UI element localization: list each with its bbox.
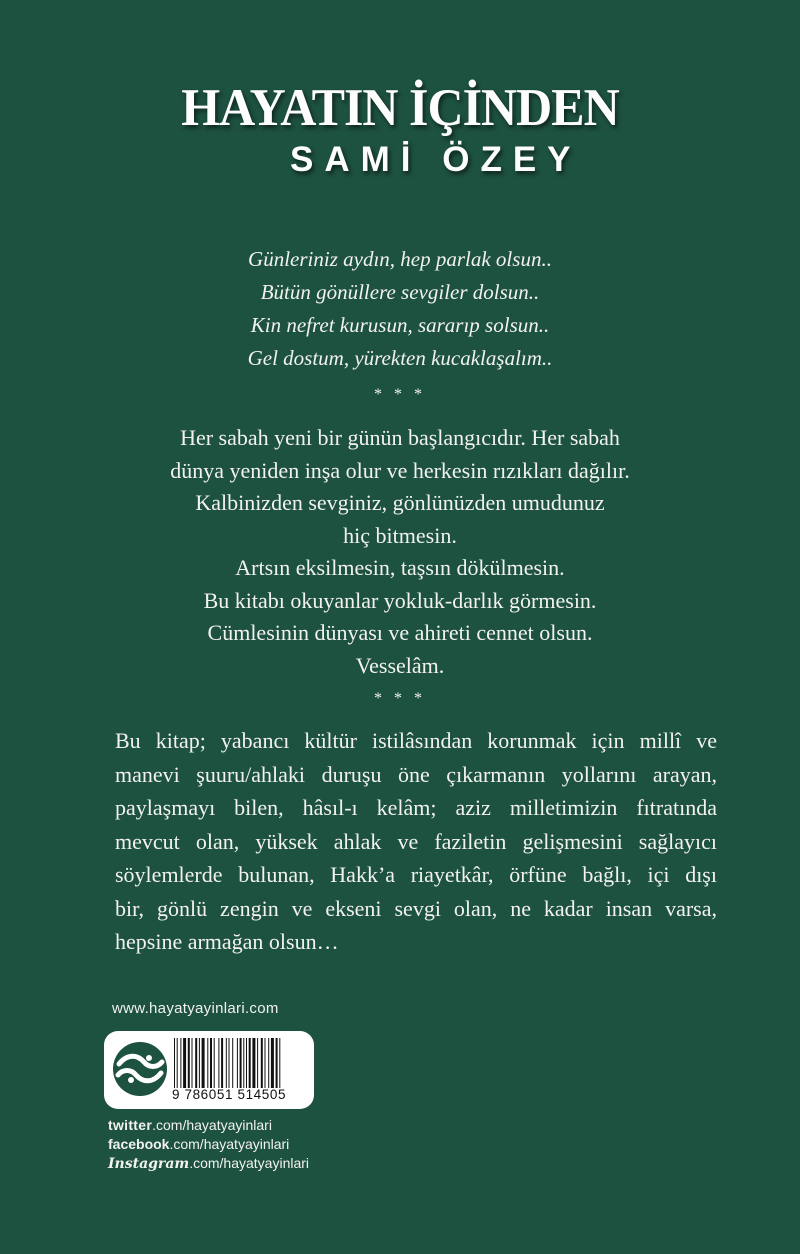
publisher-logo-icon [111, 1040, 169, 1098]
section-separator: * * * [374, 386, 426, 403]
isbn-barcode [174, 1038, 308, 1088]
prose-line: hiç bitmesin. [343, 522, 457, 548]
facebook-handle: .com/hayatyayinlari [169, 1136, 290, 1152]
prose-paragraph [0, 422, 800, 682]
blurb-line: söylemlerde bulunan, Hakk’a riayetkâr, örfüne bağlı, içi dışı [115, 862, 717, 887]
prose-line: dünya yeniden inşa olur ve herkesin rızıkları dağılır. [170, 457, 630, 483]
book-blurb [115, 724, 717, 959]
poem-line: Kin nefret kurusun, sararıp solsun.. [250, 313, 550, 337]
twitter-link [108, 1117, 272, 1133]
instagram-brand: Instagram [108, 1156, 190, 1172]
book-title: HAYATIN İÇİNDEN [181, 77, 619, 137]
section-separator: * * * [374, 690, 426, 707]
blurb-line: bir, gönlü zengin ve ekseni sevgi olan, ne kadar insan varsa, [115, 895, 717, 921]
blurb-line: manevi şuuru/ahlaki duruşu öne çıkarmanın yollarını arayan, [115, 761, 717, 787]
poem-line: Gel dostum, yürekten kucaklaşalım.. [247, 346, 553, 370]
isbn-number: 9 786051 514505 [172, 1087, 287, 1102]
poem-line: Bütün gönüllere sevgiler dolsun.. [260, 280, 540, 304]
poem-line: Günleriniz aydın, hep parlak olsun.. [248, 247, 552, 271]
poem-stanza [0, 243, 800, 375]
book-author: SAMİ ÖZEY [290, 140, 582, 179]
twitter-brand: twitter [108, 1117, 153, 1133]
facebook-brand: facebook [108, 1136, 170, 1152]
instagram-handle: .com/hayatyayinlari [189, 1155, 310, 1171]
publisher-website: www.hayatyayinlari.com [112, 1000, 279, 1017]
prose-line: Vesselâm. [355, 652, 445, 678]
prose-line: Artsın eksilmesin, taşsın dökülmesin. [235, 555, 565, 580]
blurb-line: paylaşmayı bilen, hâsıl-ı kelâm; aziz milletimizin fıtratında [115, 795, 717, 820]
barcode-panel [104, 1031, 314, 1109]
prose-line: Cümlesinin dünyası ve ahireti cennet olsun. [207, 620, 593, 645]
instagram-link [108, 1155, 309, 1172]
prose-line: Kalbinizden sevginiz, gönlünüzden umudunuz [195, 490, 605, 515]
blurb-line: hepsine armağan olsun… [115, 929, 339, 954]
blurb-line: mevcut olan, yüksek ahlak ve faziletin gelişmesini sağlayıcı [115, 828, 717, 854]
prose-line: Her sabah yeni bir günün başlangıcıdır. Her sabah [180, 425, 620, 450]
twitter-handle: .com/hayatyayinlari [152, 1117, 272, 1133]
facebook-link [108, 1136, 289, 1152]
blurb-line: Bu kitap; yabancı kültür istilâsından korunmak için millî ve [115, 728, 717, 753]
prose-line: Bu kitabı okuyanlar yokluk-darlık görmesin. [203, 587, 597, 613]
